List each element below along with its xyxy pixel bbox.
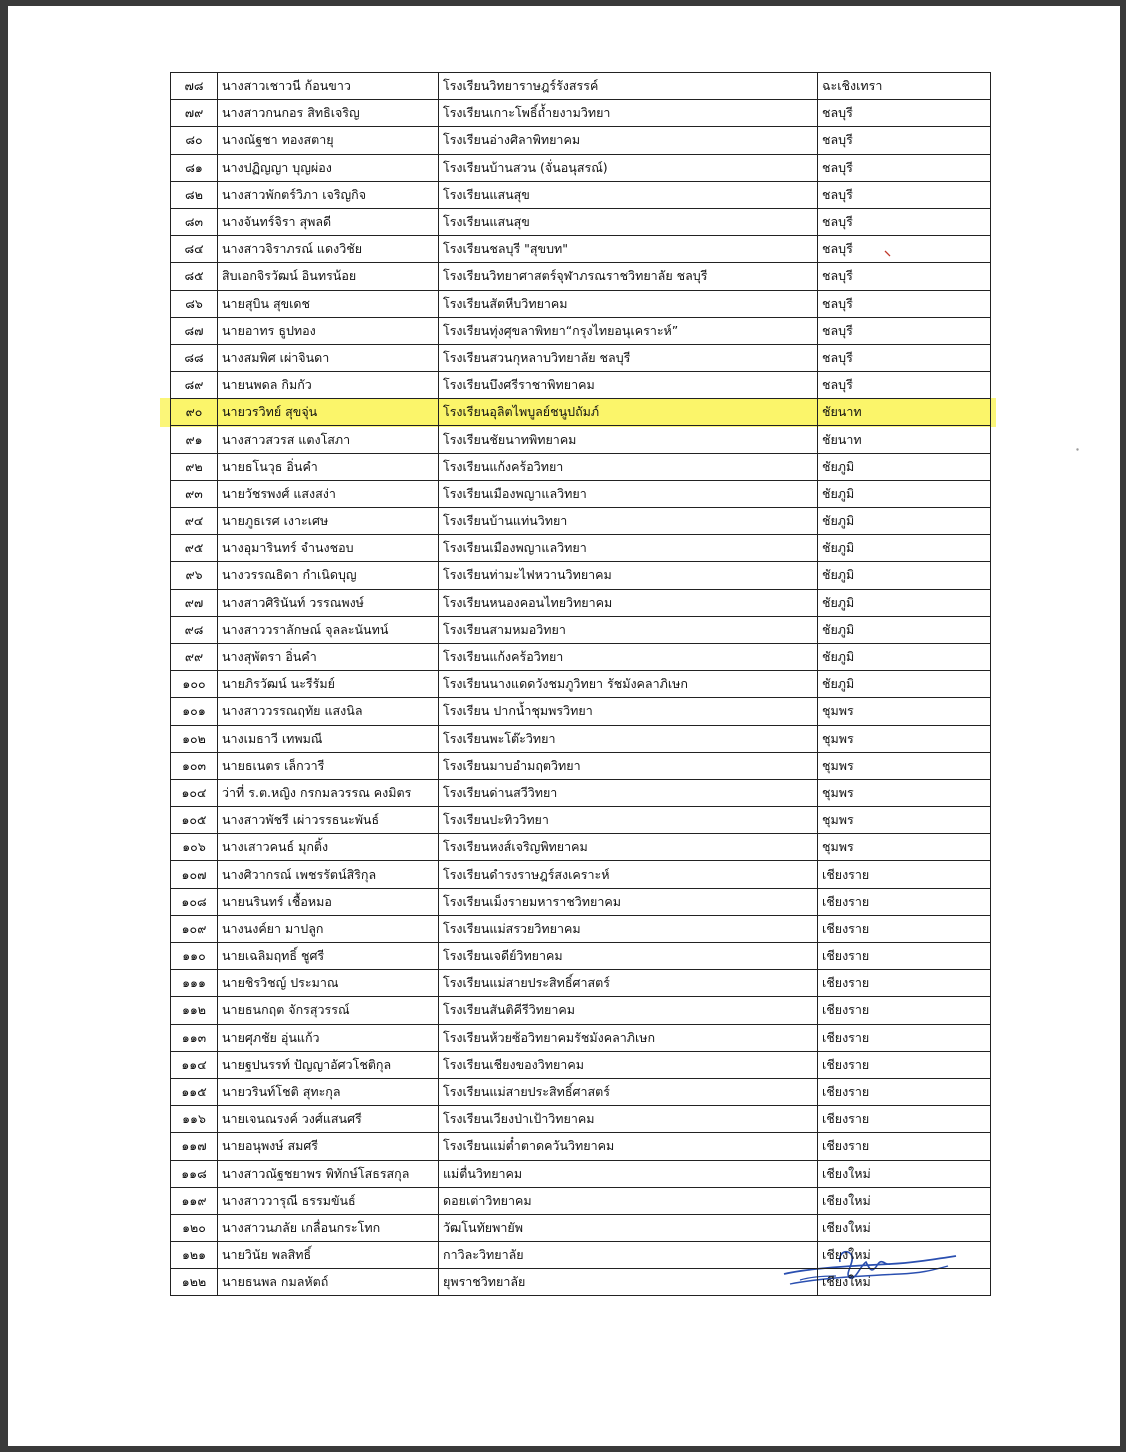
- row-number: ๑๑๑: [171, 970, 218, 997]
- province-name: ชุมพร: [818, 834, 991, 861]
- person-name: นางณัฐชา ทองสตายุ: [218, 127, 439, 154]
- person-name: นายวินัย พลสิทธิ์: [218, 1242, 439, 1269]
- school-name: โรงเรียนท่ามะไฟหวานวิทยาคม: [439, 562, 818, 589]
- row-number: ๘๒: [171, 181, 218, 208]
- province-name: เชียงราย: [818, 1106, 991, 1133]
- person-name: นางสมพิศ เผ่าจินดา: [218, 344, 439, 371]
- row-number: ๘๘: [171, 344, 218, 371]
- person-name: นายศุภชัย อุ่นแก้ว: [218, 1024, 439, 1051]
- person-name: นายวัชรพงศ์ แสงสง่า: [218, 480, 439, 507]
- school-name: โรงเรียนเวียงป่าเป้าวิทยาคม: [439, 1106, 818, 1133]
- person-name: นางสาวจิราภรณ์ แดงวิชัย: [218, 236, 439, 263]
- school-name: โรงเรียนชัยนาทพิทยาคม: [439, 426, 818, 453]
- province-name: ชลบุรี: [818, 263, 991, 290]
- table-row: [171, 453, 991, 480]
- school-name: โรงเรียนอุลิตไพบูลย์ชนูปถัมภ์: [439, 399, 818, 426]
- province-name: ชัยภูมิ: [818, 535, 991, 562]
- province-name: ชลบุรี: [818, 154, 991, 181]
- school-name: แม่ตื่นวิทยาคม: [439, 1160, 818, 1187]
- row-number: ๙๖: [171, 562, 218, 589]
- table-row: [171, 616, 991, 643]
- province-name: ชุมพร: [818, 752, 991, 779]
- row-number: ๙๓: [171, 480, 218, 507]
- table-row: [171, 970, 991, 997]
- person-name: นางสาวสวรส แตงโสภา: [218, 426, 439, 453]
- school-name: โรงเรียนวิทยาศาสตร์จุฬาภรณราชวิทยาลัย ชลบุรี: [439, 263, 818, 290]
- row-number: ๙๒: [171, 453, 218, 480]
- person-name: นางอุมารินทร์ จำนงชอบ: [218, 535, 439, 562]
- province-name: ชลบุรี: [818, 127, 991, 154]
- school-name: โรงเรียนดำรงราษฎร์สงเคราะห์: [439, 861, 818, 888]
- table-row: [171, 888, 991, 915]
- row-number: ๙๕: [171, 535, 218, 562]
- school-name: โรงเรียนแก้งคร้อวิทยา: [439, 643, 818, 670]
- table-row: [171, 779, 991, 806]
- table-row: [171, 317, 991, 344]
- row-number: ๘๑: [171, 154, 218, 181]
- province-name: ชลบุรี: [818, 317, 991, 344]
- school-name: โรงเรียนแสนสุข: [439, 181, 818, 208]
- province-name: ชัยภูมิ: [818, 589, 991, 616]
- table-row: [171, 1269, 991, 1296]
- school-name: วัฒโนทัยพายัพ: [439, 1214, 818, 1241]
- table-row: [171, 1160, 991, 1187]
- province-name: ชุมพร: [818, 698, 991, 725]
- row-number: ๑๐๕: [171, 807, 218, 834]
- table-row: [171, 127, 991, 154]
- row-number: ๗๘: [171, 73, 218, 100]
- person-name: นายสุบิน สุขเดช: [218, 290, 439, 317]
- province-name: เชียงใหม่: [818, 1187, 991, 1214]
- row-number: ๘๓: [171, 208, 218, 235]
- table-row: [171, 399, 991, 426]
- school-name: โรงเรียนหนองคอนไทยวิทยาคม: [439, 589, 818, 616]
- row-number: ๑๒๐: [171, 1214, 218, 1241]
- province-name: เชียงราย: [818, 888, 991, 915]
- province-name: ชุมพร: [818, 807, 991, 834]
- province-name: ชุมพร: [818, 725, 991, 752]
- person-name: นางสาวศิรินันท์ วรรณพงษ์: [218, 589, 439, 616]
- table-row: [171, 671, 991, 698]
- table-row: [171, 154, 991, 181]
- school-name: โรงเรียนแม่สายประสิทธิ์ศาสตร์: [439, 1078, 818, 1105]
- province-name: ชัยภูมิ: [818, 562, 991, 589]
- person-name: นายภูธเรศ เงาะเศษ: [218, 508, 439, 535]
- person-name: นางสุพัตรา อิ่นคำ: [218, 643, 439, 670]
- table-row: [171, 834, 991, 861]
- person-name: นายวรวิทย์ สุขจุ่น: [218, 399, 439, 426]
- table-row: [171, 73, 991, 100]
- table-row: [171, 1133, 991, 1160]
- table-row: [171, 915, 991, 942]
- table-row: [171, 861, 991, 888]
- table-row: [171, 426, 991, 453]
- school-name: โรงเรียนพะโต๊ะวิทยา: [439, 725, 818, 752]
- person-name: นางเสาวคนธ์ มุกติ้ง: [218, 834, 439, 861]
- person-name: นางสาววรรณฤทัย แสงนิล: [218, 698, 439, 725]
- person-name: นายเจนณรงค์ วงศ์แสนศรี: [218, 1106, 439, 1133]
- person-name: นายชิรวิชญ์ ประมาณ: [218, 970, 439, 997]
- school-name: โรงเรียนสวนกุหลาบวิทยาลัย ชลบุรี: [439, 344, 818, 371]
- school-name: โรงเรียนบึงศรีราชาพิทยาคม: [439, 372, 818, 399]
- school-name: โรงเรียนบ้านแท่นวิทยา: [439, 508, 818, 535]
- row-number: ๑๐๐: [171, 671, 218, 698]
- province-name: ชลบุรี: [818, 208, 991, 235]
- province-name: ชลบุรี: [818, 372, 991, 399]
- province-name: เชียงราย: [818, 861, 991, 888]
- province-name: เชียงใหม่: [818, 1269, 991, 1296]
- row-number: ๑๑๗: [171, 1133, 218, 1160]
- table-row: [171, 997, 991, 1024]
- province-name: เชียงราย: [818, 970, 991, 997]
- province-name: ชัยภูมิ: [818, 671, 991, 698]
- table-row: [171, 1051, 991, 1078]
- school-name: โรงเรียนมาบอำมฤตวิทยา: [439, 752, 818, 779]
- table-row: [171, 263, 991, 290]
- person-name: นายอนุพงษ์ สมศรี: [218, 1133, 439, 1160]
- table-row: [171, 508, 991, 535]
- row-number: ๑๑๔: [171, 1051, 218, 1078]
- row-number: ๘๐: [171, 127, 218, 154]
- table-row: [171, 1187, 991, 1214]
- row-number: ๑๐๖: [171, 834, 218, 861]
- province-name: ชลบุรี: [818, 236, 991, 263]
- row-number: ๘๖: [171, 290, 218, 317]
- province-name: ฉะเชิงเทรา: [818, 73, 991, 100]
- row-number: ๙๐: [171, 399, 218, 426]
- table-row: [171, 1078, 991, 1105]
- person-name: นางจันทร์จิรา สุพลดี: [218, 208, 439, 235]
- row-number: ๑๐๗: [171, 861, 218, 888]
- table-row: [171, 535, 991, 562]
- school-name: โรงเรียนสามหมอวิทยา: [439, 616, 818, 643]
- person-name: นายภิรวัฒน์ นะรีรัมย์: [218, 671, 439, 698]
- roster-body: [171, 73, 991, 1296]
- table-row: [171, 1106, 991, 1133]
- table-row: [171, 290, 991, 317]
- row-number: ๑๐๒: [171, 725, 218, 752]
- province-name: ชลบุรี: [818, 344, 991, 371]
- row-number: ๑๐๙: [171, 915, 218, 942]
- table-row: [171, 372, 991, 399]
- row-number: ๙๗: [171, 589, 218, 616]
- row-number: ๙๔: [171, 508, 218, 535]
- person-name: นางสาวพัชรี เผ่าวรรธนะพันธ์: [218, 807, 439, 834]
- row-number: ๑๑๘: [171, 1160, 218, 1187]
- table-row: [171, 562, 991, 589]
- school-name: โรงเรียนด่านสวีวิทยา: [439, 779, 818, 806]
- table-row: [171, 208, 991, 235]
- row-number: ๑๐๓: [171, 752, 218, 779]
- table-row: [171, 752, 991, 779]
- row-number: ๑๐๘: [171, 888, 218, 915]
- row-number: ๘๔: [171, 236, 218, 263]
- province-name: เชียงราย: [818, 1051, 991, 1078]
- province-name: เชียงราย: [818, 997, 991, 1024]
- person-name: นางเมธาวี เทพมณี: [218, 725, 439, 752]
- table-row: [171, 589, 991, 616]
- row-number: ๗๙: [171, 100, 218, 127]
- person-name: นางสาววารุณี ธรรมขันธ์: [218, 1187, 439, 1214]
- school-name: โรงเรียนสัตหีบวิทยาคม: [439, 290, 818, 317]
- school-name: โรงเรียนแม่สายประสิทธิ์ศาสตร์: [439, 970, 818, 997]
- row-number: ๑๒๑: [171, 1242, 218, 1269]
- table-row: [171, 480, 991, 507]
- row-number: ๑๐๑: [171, 698, 218, 725]
- school-name: โรงเรียนเชียงของวิทยาคม: [439, 1051, 818, 1078]
- person-name: นางวรรณธิดา กำเนิดบุญ: [218, 562, 439, 589]
- table-row: [171, 236, 991, 263]
- person-name: นางศิวากรณ์ เพชรรัตน์สิริกุล: [218, 861, 439, 888]
- table-row: [171, 1242, 991, 1269]
- school-name: โรงเรียนหงส์เจริญพิทยาคม: [439, 834, 818, 861]
- province-name: เชียงใหม่: [818, 1214, 991, 1241]
- table-row: [171, 698, 991, 725]
- school-name: โรงเรียนเมืองพญาแลวิทยา: [439, 535, 818, 562]
- table-row: [171, 943, 991, 970]
- person-name: นายธนกฤต จักรสุวรรณ์: [218, 997, 439, 1024]
- person-name: นายวรินท์โชติ สุทะกุล: [218, 1078, 439, 1105]
- school-name: โรงเรียนเมืองพญาแลวิทยา: [439, 480, 818, 507]
- school-name: โรงเรียนแก้งคร้อวิทยา: [439, 453, 818, 480]
- person-name: นางสาววราลักษณ์ จุลละนันทน์: [218, 616, 439, 643]
- school-name: โรงเรียนเม็งรายมหาราชวิทยาคม: [439, 888, 818, 915]
- person-name: นางสาวนภลัย เกลื่อนกระโทก: [218, 1214, 439, 1241]
- school-name: กาวิละวิทยาลัย: [439, 1242, 818, 1269]
- row-number: ๘๕: [171, 263, 218, 290]
- table-row: [171, 181, 991, 208]
- person-name: นางสาวเชาวนี ก้อนขาว: [218, 73, 439, 100]
- school-name: โรงเรียนสันติคีรีวิทยาคม: [439, 997, 818, 1024]
- province-name: ชุมพร: [818, 779, 991, 806]
- person-name: นางปฏิญญา บุญผ่อง: [218, 154, 439, 181]
- person-name: นายนรินทร์ เชื้อหมอ: [218, 888, 439, 915]
- school-name: โรงเรียนทุ่งศุขลาพิทยา“กรุงไทยอนุเคราะห์”: [439, 317, 818, 344]
- table-row: [171, 725, 991, 752]
- province-name: เชียงใหม่: [818, 1160, 991, 1187]
- province-name: ชัยภูมิ: [818, 480, 991, 507]
- school-name: โรงเรียนแสนสุข: [439, 208, 818, 235]
- person-name: นายธโนวุธ อิ่นคำ: [218, 453, 439, 480]
- person-name: นายนพดล กิมกัว: [218, 372, 439, 399]
- person-name: นายอาทร ธูปทอง: [218, 317, 439, 344]
- province-name: เชียงราย: [818, 915, 991, 942]
- province-name: เชียงใหม่: [818, 1242, 991, 1269]
- school-name: โรงเรียนแม่สรวยวิทยาคม: [439, 915, 818, 942]
- school-name: โรงเรียนห้วยซ้อวิทยาคมรัชมังคลาภิเษก: [439, 1024, 818, 1051]
- roster-table: [170, 72, 991, 1296]
- person-name: นางสาวณัฐชยาพร พิทักษ์โสธรสกุล: [218, 1160, 439, 1187]
- province-name: ชัยภูมิ: [818, 643, 991, 670]
- school-name: ยุพราชวิทยาลัย: [439, 1269, 818, 1296]
- school-name: โรงเรียนแม่ต๋ำตาดควันวิทยาคม: [439, 1133, 818, 1160]
- school-name: โรงเรียนอ่างศิลาพิทยาคม: [439, 127, 818, 154]
- province-name: เชียงราย: [818, 1133, 991, 1160]
- school-name: โรงเรียนชลบุรี "สุขบท": [439, 236, 818, 263]
- table-row: [171, 1024, 991, 1051]
- province-name: เชียงราย: [818, 943, 991, 970]
- school-name: โรงเรียนวิทยาราษฎร์รังสรรค์: [439, 73, 818, 100]
- person-name: นางสาวพักตร์วิภา เจริญกิจ: [218, 181, 439, 208]
- school-name: โรงเรียนเจดีย์วิทยาคม: [439, 943, 818, 970]
- row-number: ๘๙: [171, 372, 218, 399]
- table-row: [171, 100, 991, 127]
- row-number: ๑๑๒: [171, 997, 218, 1024]
- school-name: ดอยเต่าวิทยาคม: [439, 1187, 818, 1214]
- row-number: ๑๒๒: [171, 1269, 218, 1296]
- province-name: ชัยนาท: [818, 399, 991, 426]
- table-row: [171, 344, 991, 371]
- row-number: ๙๑: [171, 426, 218, 453]
- person-name: นายฐปนรรท์ ปัญญาอัศวโชติกุล: [218, 1051, 439, 1078]
- stray-dot: [1076, 448, 1079, 451]
- school-name: โรงเรียน ปากน้ำชุมพรวิทยา: [439, 698, 818, 725]
- table-row: [171, 1214, 991, 1241]
- school-name: โรงเรียนบ้านสวน (จั่นอนุสรณ์): [439, 154, 818, 181]
- row-number: ๑๐๔: [171, 779, 218, 806]
- person-name: นายเฉลิมฤทธิ์ ชูศรี: [218, 943, 439, 970]
- person-name: นายธนพล กมลหัตถ์: [218, 1269, 439, 1296]
- table-row: [171, 807, 991, 834]
- province-name: ชัยนาท: [818, 426, 991, 453]
- row-number: ๑๑๖: [171, 1106, 218, 1133]
- row-number: ๑๑๕: [171, 1078, 218, 1105]
- row-number: ๙๙: [171, 643, 218, 670]
- province-name: เชียงราย: [818, 1078, 991, 1105]
- person-name: นางสาวกนกอร สิทธิเจริญ: [218, 100, 439, 127]
- table-row: [171, 643, 991, 670]
- row-number: ๑๑๓: [171, 1024, 218, 1051]
- school-name: โรงเรียนเกาะโพธิ์ถ้ำยงามวิทยา: [439, 100, 818, 127]
- province-name: เชียงราย: [818, 1024, 991, 1051]
- province-name: ชลบุรี: [818, 100, 991, 127]
- province-name: ชลบุรี: [818, 181, 991, 208]
- person-name: นายธเนตร เล็กวารี: [218, 752, 439, 779]
- province-name: ชัยภูมิ: [818, 453, 991, 480]
- row-number: ๑๑๙: [171, 1187, 218, 1214]
- school-name: โรงเรียนปะทิววิทยา: [439, 807, 818, 834]
- province-name: ชัยภูมิ: [818, 508, 991, 535]
- row-number: ๙๘: [171, 616, 218, 643]
- row-number: ๘๗: [171, 317, 218, 344]
- person-name: นางนงค์ยา มาปลูก: [218, 915, 439, 942]
- row-number: ๑๑๐: [171, 943, 218, 970]
- province-name: ชลบุรี: [818, 290, 991, 317]
- school-name: โรงเรียนนางแดดวังชมภูวิทยา รัชมังคลาภิเษก: [439, 671, 818, 698]
- person-name: ว่าที่ ร.ต.หญิง กรกมลวรรณ คงมิตร: [218, 779, 439, 806]
- province-name: ชัยภูมิ: [818, 616, 991, 643]
- person-name: สิบเอกจิรวัฒน์ อินทรน้อย: [218, 263, 439, 290]
